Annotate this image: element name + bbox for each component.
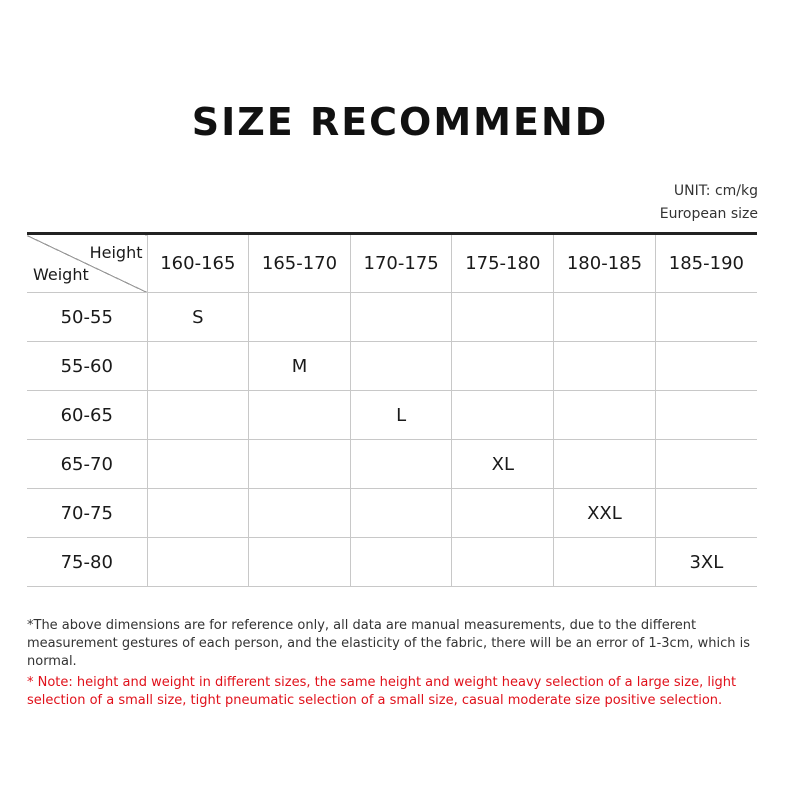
- size-cell: [147, 391, 249, 440]
- size-cell: [554, 391, 656, 440]
- size-cell: [147, 538, 249, 587]
- size-table: [27, 232, 757, 587]
- selection-note: * Note: height and weight in different sizes, the same height and weight heavy selection of a large size, light selection of a small size, tight pneumatic selection of a small size, casual moderate size positive selection.: [27, 675, 737, 708]
- weight-cell: 60-65: [27, 391, 147, 440]
- weight-cell: 70-75: [27, 489, 147, 538]
- table-row: [27, 293, 757, 342]
- size-cell: [655, 342, 757, 391]
- height-header: 180-185: [554, 234, 656, 293]
- size-cell: [554, 342, 656, 391]
- size-cell: [655, 489, 757, 538]
- size-cell: [350, 440, 452, 489]
- size-cell: [147, 440, 249, 489]
- height-header: 185-190: [655, 234, 757, 293]
- weight-cell: 65-70: [27, 440, 147, 489]
- size-cell: M: [249, 342, 351, 391]
- size-cell: [350, 538, 452, 587]
- size-cell: [350, 489, 452, 538]
- size-cell: [452, 538, 554, 587]
- weight-cell: 75-80: [27, 538, 147, 587]
- size-cell: [249, 440, 351, 489]
- corner-cell: [27, 234, 147, 293]
- size-cell: [249, 293, 351, 342]
- height-header: 160-165: [147, 234, 249, 293]
- notes: [27, 617, 787, 710]
- size-cell: [249, 391, 351, 440]
- table-row: [27, 342, 757, 391]
- page-title: SIZE RECOMMEND: [191, 100, 609, 144]
- size-cell: [554, 293, 656, 342]
- size-cell: [452, 342, 554, 391]
- height-header: 175-180: [452, 234, 554, 293]
- size-cell: [655, 293, 757, 342]
- size-cell: [147, 342, 249, 391]
- size-cell: [452, 293, 554, 342]
- size-cell: 3XL: [655, 538, 757, 587]
- header-row: [27, 234, 757, 293]
- size-cell: [655, 391, 757, 440]
- table-row: [27, 538, 757, 587]
- size-cell: [249, 538, 351, 587]
- unit-line: UNIT: cm/kg: [673, 183, 758, 199]
- table-row: [27, 391, 757, 440]
- weight-label: Weight: [33, 265, 89, 284]
- weight-cell: 50-55: [27, 293, 147, 342]
- table-row: [27, 440, 757, 489]
- height-header: 165-170: [249, 234, 351, 293]
- disclaimer-note: *The above dimensions are for reference only, all data are manual measurements, due to the different measurement gestures of each person, and the elasticity of the fabric, there will be an error of 1-3cm, which is normal.: [27, 618, 751, 669]
- table-row: [27, 489, 757, 538]
- weight-cell: 55-60: [27, 342, 147, 391]
- size-cell: [554, 440, 656, 489]
- unit-info: [660, 180, 758, 226]
- size-cell: [554, 538, 656, 587]
- size-cell: [147, 489, 249, 538]
- size-cell: S: [147, 293, 249, 342]
- size-cell: L: [350, 391, 452, 440]
- size-cell: XXL: [554, 489, 656, 538]
- height-label: Height: [89, 243, 143, 262]
- size-cell: [452, 489, 554, 538]
- size-cell: [655, 440, 757, 489]
- size-cell: XL: [452, 440, 554, 489]
- size-cell: [350, 342, 452, 391]
- region-line: European size: [659, 206, 758, 222]
- size-cell: [452, 391, 554, 440]
- size-cell: [249, 489, 351, 538]
- height-header: 170-175: [350, 234, 452, 293]
- size-cell: [350, 293, 452, 342]
